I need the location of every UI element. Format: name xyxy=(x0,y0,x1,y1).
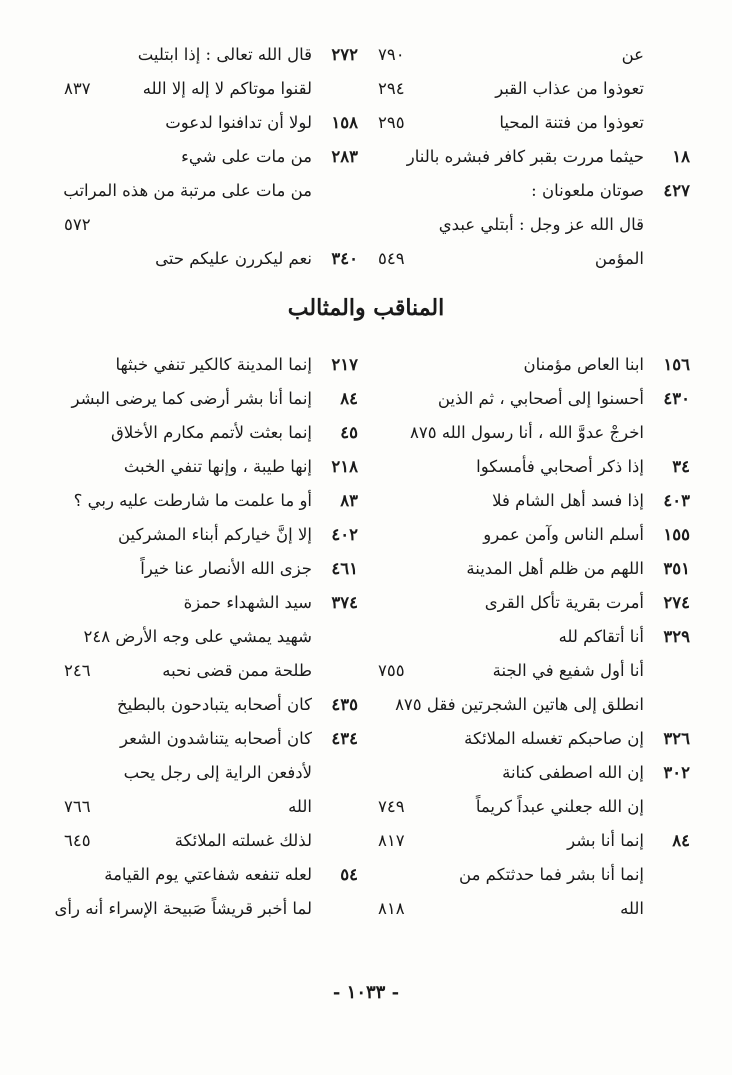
index-entry xyxy=(372,382,690,416)
entry-text: لولا أن تدافنوا لدعوت xyxy=(165,113,312,132)
entry-text: كان أصحابه يتبادحون بالبطيخ xyxy=(116,695,312,714)
entry-text: إذا ذكر أصحابي فأمسكوا xyxy=(476,457,644,476)
index-entry xyxy=(58,106,358,140)
index-entry xyxy=(372,552,690,586)
hadith-number: ١٥٥ xyxy=(663,525,690,544)
entry-text: صوتان ملعونان : xyxy=(531,181,644,200)
entry-text: عن xyxy=(621,45,644,64)
entry-text: أحسنوا إلى أصحابي ، ثم الذين xyxy=(437,389,644,408)
index-entry xyxy=(58,348,358,382)
main-left-column xyxy=(54,348,358,926)
main-right-column xyxy=(372,348,690,926)
entry-text: لأدفعن الراية إلى رجل يحب xyxy=(123,763,312,782)
index-entry xyxy=(372,38,690,72)
index-entry xyxy=(58,208,358,242)
entry-text: تعوذوا من عذاب القبر xyxy=(495,79,644,98)
page-reference: ٥٤٩ xyxy=(378,249,405,268)
hadith-number: ٥٤ xyxy=(340,865,358,884)
entry-text: إنما بعثت لأتمم مكارم الأخلاق xyxy=(111,423,312,442)
entry-text: أو ما علمت ما شارطت عليه ربي ؟ xyxy=(73,491,312,510)
entry-text: لعله تنفعه شفاعتي يوم القيامة xyxy=(104,865,312,884)
index-entry xyxy=(58,756,358,790)
page-reference: ٧٦٦ xyxy=(64,797,91,816)
index-entry xyxy=(372,208,690,242)
index-entry xyxy=(372,348,690,382)
entry-text: أنا أتقاكم لله xyxy=(558,627,644,646)
index-entry xyxy=(372,174,690,208)
index-entry xyxy=(58,620,358,654)
entry-text: المؤمن xyxy=(594,249,644,268)
hadith-number: ٤٢٧ xyxy=(663,181,690,200)
entry-text: إذا فسد أهل الشام فلا xyxy=(492,491,644,510)
index-entry xyxy=(372,654,690,688)
entry-text: إنما أنا بشر xyxy=(567,831,644,850)
index-entry xyxy=(372,824,690,858)
entry-text: من مات على شيء xyxy=(181,147,312,166)
hadith-number: ٢٧٢ xyxy=(331,45,358,64)
entry-text: اللهم من ظلم أهل المدينة xyxy=(466,559,644,578)
hadith-number: ٣٠٢ xyxy=(663,763,690,782)
index-entry xyxy=(58,450,358,484)
index-entry xyxy=(58,824,358,858)
hadith-number: ١٥٦ xyxy=(663,355,690,374)
entry-text: إلا إنَّ خياركم أبناء المشركين xyxy=(118,525,312,544)
index-entry xyxy=(58,552,358,586)
entry-text: نعم ليكررن عليكم حتى xyxy=(155,249,312,268)
entry-text: جزى الله الأنصار عنا خيراً xyxy=(140,559,312,578)
hadith-number: ٤٣٤ xyxy=(331,729,358,748)
entry-text: أنا أول شفيع في الجنة xyxy=(492,661,644,680)
entry-text: أسلم الناس وآمن عمرو xyxy=(483,525,644,544)
page-reference: ٧٤٩ xyxy=(378,797,405,816)
entry-text: الله xyxy=(620,899,644,918)
entry-text: الله xyxy=(288,797,312,816)
entry-text: تعوذوا من فتنة المحيا xyxy=(499,113,644,132)
hadith-number: ٨٤ xyxy=(672,831,690,850)
hadith-number: ٣٥١ xyxy=(663,559,690,578)
hadith-number: ٣٤٠ xyxy=(331,249,358,268)
index-entry xyxy=(58,790,358,824)
top-right-column xyxy=(372,38,690,276)
index-entry xyxy=(58,518,358,552)
index-entry xyxy=(372,892,690,926)
entry-text: إن صاحبكم تغسله الملائكة xyxy=(464,729,644,748)
entry-text: إن الله اصطفى كنانة xyxy=(502,763,644,782)
index-entry xyxy=(58,586,358,620)
entry-text: إنما المدينة كالكير تنفي خبثها xyxy=(115,355,312,374)
entry-text: ابنا العاص مؤمنان xyxy=(523,355,644,374)
hadith-number: ٤٠٢ xyxy=(331,525,358,544)
hadith-number: ١٨ xyxy=(672,147,690,166)
page-reference: ٦٤٥ xyxy=(64,831,91,850)
index-entry xyxy=(372,756,690,790)
index-entry xyxy=(58,654,358,688)
index-entry xyxy=(58,722,358,756)
index-entry xyxy=(372,106,690,140)
page-reference: ٥٧٢ xyxy=(64,215,91,234)
entry-text: طلحة ممن قضى نحبه xyxy=(162,661,312,680)
index-entry xyxy=(372,586,690,620)
hadith-number: ٣٤ xyxy=(672,457,690,476)
hadith-number: ٢٨٣ xyxy=(331,147,358,166)
page-reference: ٨١٨ xyxy=(378,899,405,918)
index-entry xyxy=(372,484,690,518)
hadith-number: ٤٥ xyxy=(340,423,358,442)
index-entry xyxy=(58,858,358,892)
hadith-number: ١٥٨ xyxy=(331,113,358,132)
hadith-number: ٢٧٤ xyxy=(663,593,690,612)
index-entry xyxy=(58,484,358,518)
entry-text: لما أخبر قريشاً صَبيحة الإسراء أنه رأى xyxy=(54,899,312,918)
index-entry xyxy=(372,722,690,756)
entry-text: لذلك غسلته الملائكة xyxy=(174,831,312,850)
index-entry xyxy=(372,688,690,722)
hadith-number: ٢١٧ xyxy=(331,355,358,374)
hadith-number: ٣٢٦ xyxy=(663,729,690,748)
index-entry xyxy=(54,892,358,926)
index-entry xyxy=(372,620,690,654)
page-reference: ٧٥٥ xyxy=(378,661,405,680)
index-entry xyxy=(58,174,358,208)
entry-text: أمرت بقرية تأكل القرى xyxy=(484,593,644,612)
entry-text: لقنوا موتاكم لا إله إلا الله xyxy=(142,79,312,98)
section-heading: المناقب والمثالب xyxy=(287,295,445,321)
index-entry xyxy=(372,140,690,174)
hadith-number: ٢١٨ xyxy=(331,457,358,476)
entry-text: شهيد يمشي على وجه الأرض ٢٤٨ xyxy=(83,627,312,646)
entry-text: إن الله جعلني عبداً كريماً xyxy=(475,797,644,816)
entry-text: سيد الشهداء حمزة xyxy=(183,593,312,612)
entry-text: حيثما مررت بقبر كافر فبشره بالنار xyxy=(406,147,644,166)
index-entry xyxy=(372,72,690,106)
hadith-number: ٤٦١ xyxy=(331,559,358,578)
entry-text: انطلق إلى هاتين الشجرتين فقل ٨٧٥ xyxy=(395,695,644,714)
entry-text: اخرجْ عدوَّ الله ، أنا رسول الله ٨٧٥ xyxy=(410,423,644,442)
entry-text: من مات على مرتبة من هذه المراتب xyxy=(63,181,312,200)
index-entry xyxy=(58,38,358,72)
index-entry xyxy=(372,518,690,552)
index-entry xyxy=(372,450,690,484)
hadith-number: ٨٣ xyxy=(340,491,358,510)
entry-text: إنما أنا بشر أرضى كما يرضى البشر xyxy=(71,389,312,408)
top-left-column xyxy=(58,38,358,276)
index-entry xyxy=(58,416,358,450)
page-reference: ٧٩٠ xyxy=(378,45,405,64)
index-entry xyxy=(372,416,690,450)
page-reference: ٢٩٤ xyxy=(378,79,405,98)
hadith-number: ٣٢٩ xyxy=(663,627,690,646)
index-entry xyxy=(58,242,358,276)
page-reference: ٢٤٦ xyxy=(64,661,91,680)
index-entry xyxy=(372,858,690,892)
index-entry xyxy=(372,242,690,276)
hadith-number: ٤٠٣ xyxy=(663,491,690,510)
page-reference: ٢٩٥ xyxy=(378,113,405,132)
hadith-number: ٤٣٠ xyxy=(663,389,690,408)
page-reference: ٨١٧ xyxy=(378,831,405,850)
hadith-number: ٣٧٤ xyxy=(331,593,358,612)
page-reference: ٨٣٧ xyxy=(64,79,91,98)
entry-text: كان أصحابه يتناشدون الشعر xyxy=(120,729,312,748)
page-number: - ١٠٣٣ - xyxy=(332,982,400,1003)
index-entry xyxy=(58,688,358,722)
index-entry xyxy=(58,382,358,416)
entry-text: قال الله عز وجل : أبتلي عبدي xyxy=(438,215,644,234)
entry-text: إنما أنا بشر فما حدثتكم من xyxy=(459,865,644,884)
hadith-number: ٤٣٥ xyxy=(331,695,358,714)
entry-text: قال الله تعالى : إذا ابتليت xyxy=(137,45,312,64)
index-entry xyxy=(58,140,358,174)
entry-text: إنها طيبة ، وإنها تنفي الخبث xyxy=(123,457,312,476)
index-entry xyxy=(58,72,358,106)
index-entry xyxy=(372,790,690,824)
hadith-number: ٨٤ xyxy=(340,389,358,408)
